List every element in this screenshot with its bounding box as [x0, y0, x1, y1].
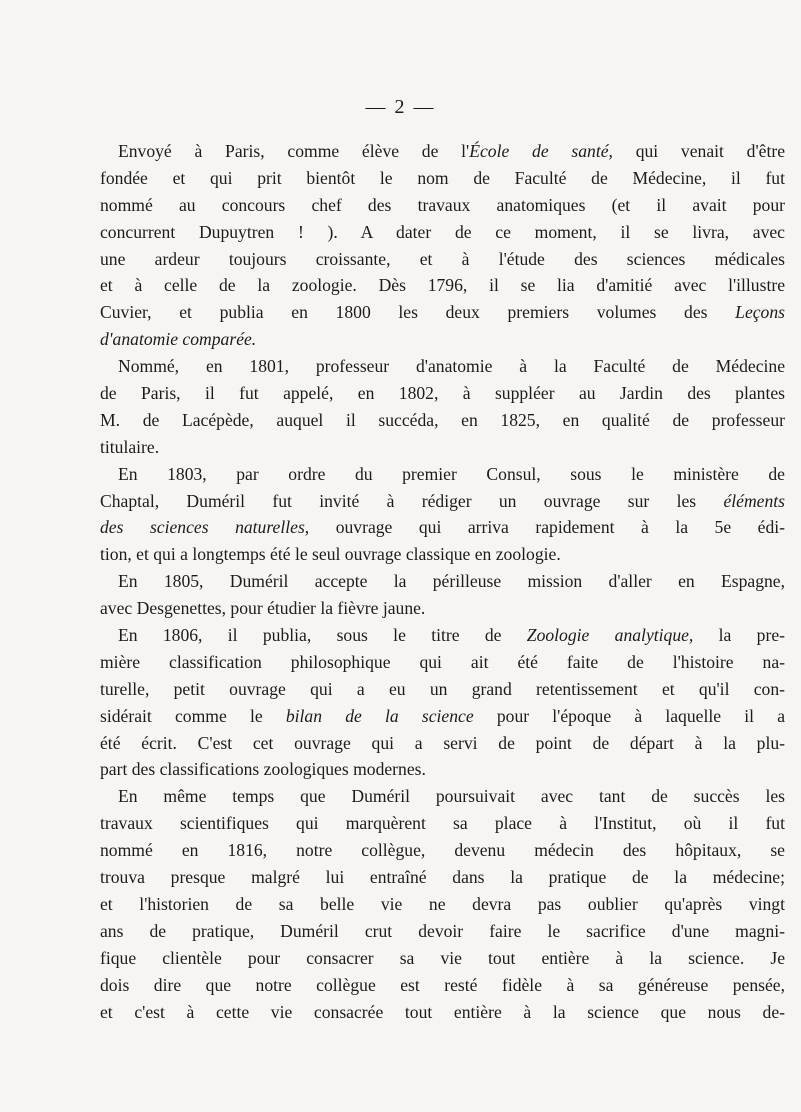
italic-text: bilan de la science [285, 705, 474, 726]
text-segment: part des classifications zoologiques modernes. [100, 759, 426, 780]
text-line [100, 783, 785, 810]
text-line [100, 945, 785, 972]
text-segment: tion, et qui a longtemps été le seul ouvrage classique en zoologie. [100, 544, 561, 565]
text-line [100, 999, 785, 1026]
text-line [100, 891, 785, 918]
text-segment: En 1806, il publia, sous le titre de [118, 625, 527, 646]
italic-text: Leçons [735, 302, 785, 323]
text-segment: concurrent Dupuytren ! ). A dater de ce moment, il se livra, avec [100, 221, 785, 242]
text-line [100, 972, 785, 999]
text-segment: turelle, petit ouvrage qui a eu un grand retentissement et qu'il con- [100, 678, 785, 699]
text-line [100, 165, 785, 192]
page-number: — 2 — [365, 96, 436, 118]
text-segment: Nommé, en 1801, professeur d'anatomie à la Faculté de Médecine [118, 356, 785, 377]
italic-text: des sciences naturelles, [100, 517, 310, 538]
text-segment: une ardeur toujours croissante, et à l'étude des sciences médicales [100, 248, 785, 269]
italic-text: éléments [723, 490, 785, 511]
text-line [100, 326, 785, 353]
italic-text: École de santé, [469, 141, 613, 161]
text-line [100, 568, 785, 595]
text-line [100, 299, 785, 326]
text-segment: la pre- [693, 625, 785, 646]
text-segment: nommé au concours chef des travaux anatomiques (et il avait pour [100, 194, 785, 215]
text-segment: trouva presque malgré lui entraîné dans la pratique de la médecine; [100, 867, 785, 888]
body-text [100, 138, 785, 1025]
text-segment: ans de pratique, Duméril crut devoir faire le sacrifice d'une magni- [100, 920, 785, 941]
text-segment: fique clientèle pour consacrer sa vie tout entière à la science. Je [100, 947, 785, 968]
text-line [100, 246, 785, 273]
text-line [100, 192, 785, 219]
text-segment: avec Desgenettes, pour étudier la fièvre jaune. [100, 598, 426, 619]
text-line [100, 219, 785, 246]
text-segment: et c'est à cette vie consacrée tout entière à la science que nous de- [100, 1001, 785, 1022]
text-line [100, 541, 785, 568]
text-line [100, 407, 785, 434]
italic-text: Zoologie analytique, [526, 625, 694, 646]
text-line [100, 810, 785, 837]
text-segment: ouvrage qui arriva rapidement à la 5e édi- [309, 517, 785, 538]
text-segment: Cuvier, et publia en 1800 les deux premiers volumes des [100, 302, 736, 323]
text-segment: sidérait comme le [100, 705, 286, 726]
text-segment: et l'historien de sa belle vie ne devra pas oublier qu'après vingt [100, 893, 785, 914]
text-segment: dois dire que notre collègue est resté fidèle à sa généreuse pensée, [100, 974, 785, 995]
text-line [100, 622, 785, 649]
text-segment: Envoyé à Paris, comme élève de l' [118, 141, 470, 161]
text-segment: fondée et qui prit bientôt le nom de Faculté de Médecine, il fut [100, 167, 785, 188]
text-line [100, 864, 785, 891]
text-line [100, 756, 785, 783]
text-segment: de Paris, il fut appelé, en 1802, à suppléer au Jardin des plantes [100, 383, 785, 404]
italic-text: d'anatomie comparée. [100, 329, 257, 350]
text-line [100, 730, 785, 757]
text-line [100, 514, 785, 541]
text-line [100, 837, 785, 864]
text-line [100, 272, 785, 299]
text-segment: et à celle de la zoologie. Dès 1796, il se lia d'amitié avec l'illustre [100, 275, 785, 296]
text-line [100, 353, 785, 380]
text-line [100, 434, 785, 461]
text-segment: titulaire. [100, 436, 160, 457]
text-line [100, 138, 785, 165]
text-line [100, 380, 785, 407]
text-line [100, 595, 785, 622]
text-line [100, 461, 785, 488]
text-line [100, 918, 785, 945]
text-line [100, 676, 785, 703]
text-segment: En même temps que Duméril poursuivait avec tant de succès les [118, 786, 785, 807]
text-segment: M. de Lacépède, auquel il succéda, en 1825, en qualité de professeur [100, 409, 785, 430]
text-segment: pour l'époque à laquelle il a [473, 705, 785, 726]
text-line [100, 703, 785, 730]
text-segment: En 1805, Duméril accepte la périlleuse mission d'aller en Espagne, [118, 571, 785, 592]
text-segment: Chaptal, Duméril fut invité à rédiger un ouvrage sur les [100, 490, 724, 511]
text-segment: En 1803, par ordre du premier Consul, sous le ministère de [118, 463, 785, 484]
text-segment: mière classification philosophique qui ait été faite de l'histoire na- [100, 651, 785, 672]
text-line [100, 649, 785, 676]
text-segment: qui venait d'être [612, 141, 785, 161]
text-segment: été écrit. C'est cet ouvrage qui a servi de point de départ à la plu- [100, 732, 785, 753]
text-segment: nommé en 1816, notre collègue, devenu médecin des hôpitaux, se [100, 840, 785, 861]
text-line [100, 488, 785, 515]
text-segment: travaux scientifiques qui marquèrent sa place à l'Institut, où il fut [100, 813, 785, 834]
